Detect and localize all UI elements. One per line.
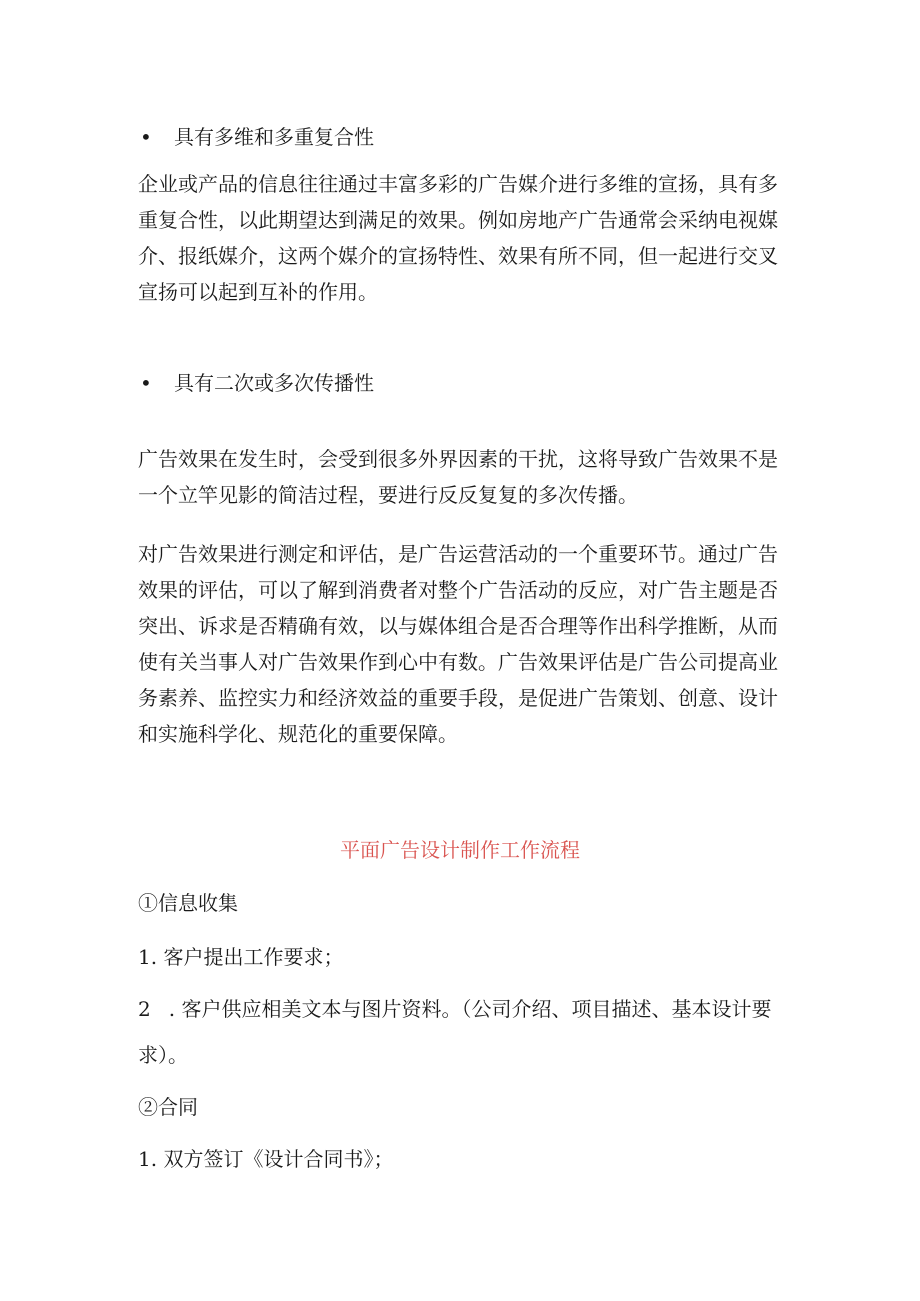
- paragraph-line: 一个立竿见影的简洁过程，要进行反反复复的多次传播。: [138, 483, 638, 507]
- paragraph-line: 效果的评估，可以了解到消费者对整个广告活动的反应，对广告主题是否: [138, 578, 778, 602]
- bullet-dot-icon: •: [140, 371, 152, 395]
- list-item-number: 2: [138, 997, 151, 1021]
- bullet-text: 具有多维和多重复合性: [174, 125, 374, 149]
- bullet-text: 具有二次或多次传播性: [174, 371, 374, 395]
- list-item-text: . 客户供应相美文本与图片资料。（公司介绍、项目描述、基本设计要: [168, 997, 772, 1021]
- paragraph-evaluation: [138, 536, 788, 752]
- paragraph-line: 使有关当事人对广告效果作到心中有数。广告效果评估是广告公司提高业: [138, 650, 778, 674]
- paragraph-line: 介、报纸媒介，这两个媒介的宣扬特性、效果有所不同，但一起进行交叉: [138, 244, 778, 268]
- paragraph-line: 企业或产品的信息往往通过丰富多彩的广告媒介进行多维的宣扬，具有多: [138, 172, 778, 196]
- paragraph-line: 和实施科学化、规范化的重要保障。: [138, 722, 458, 746]
- bullet-item-multidimensional: [140, 119, 374, 155]
- paragraph-line: 宣扬可以起到互补的作用。: [138, 280, 378, 304]
- paragraph-line: 突出、诉求是否精确有效，以与媒体组合是否合理等作出科学推断，从而: [138, 614, 778, 638]
- list-item-line: [138, 991, 788, 1027]
- subsection-info-collection: ①信息收集: [138, 891, 238, 915]
- list-item: 1. 双方签订《设计合同书》；: [138, 1147, 394, 1171]
- paragraph-line: 重复合性，以此期望达到满足的效果。例如房地产广告通常会采纳电视媒: [138, 208, 778, 232]
- bullet-item-secondary-spread: [140, 365, 374, 401]
- paragraph-interference: [138, 441, 788, 513]
- bullet-dot-icon: •: [140, 125, 152, 149]
- paragraph-line: 务素养、监控实力和经济效益的重要手段，是促进广告策划、创意、设计: [138, 686, 778, 710]
- list-item-materials: [138, 991, 788, 1027]
- list-item: 1. 客户提出工作要求；: [138, 945, 344, 969]
- paragraph-multidimensional: [138, 166, 788, 310]
- paragraph-line: 广告效果在发生时，会受到很多外界因素的干扰，这将导致广告效果不是: [138, 447, 778, 471]
- subsection-contract: ②合同: [138, 1095, 198, 1119]
- section-heading: 平面广告设计制作工作流程: [340, 838, 580, 862]
- paragraph-line: 对广告效果进行测定和评估，是广告运营活动的一个重要环节。通过广告: [138, 542, 778, 566]
- list-item-continuation: 求）。: [138, 1043, 188, 1067]
